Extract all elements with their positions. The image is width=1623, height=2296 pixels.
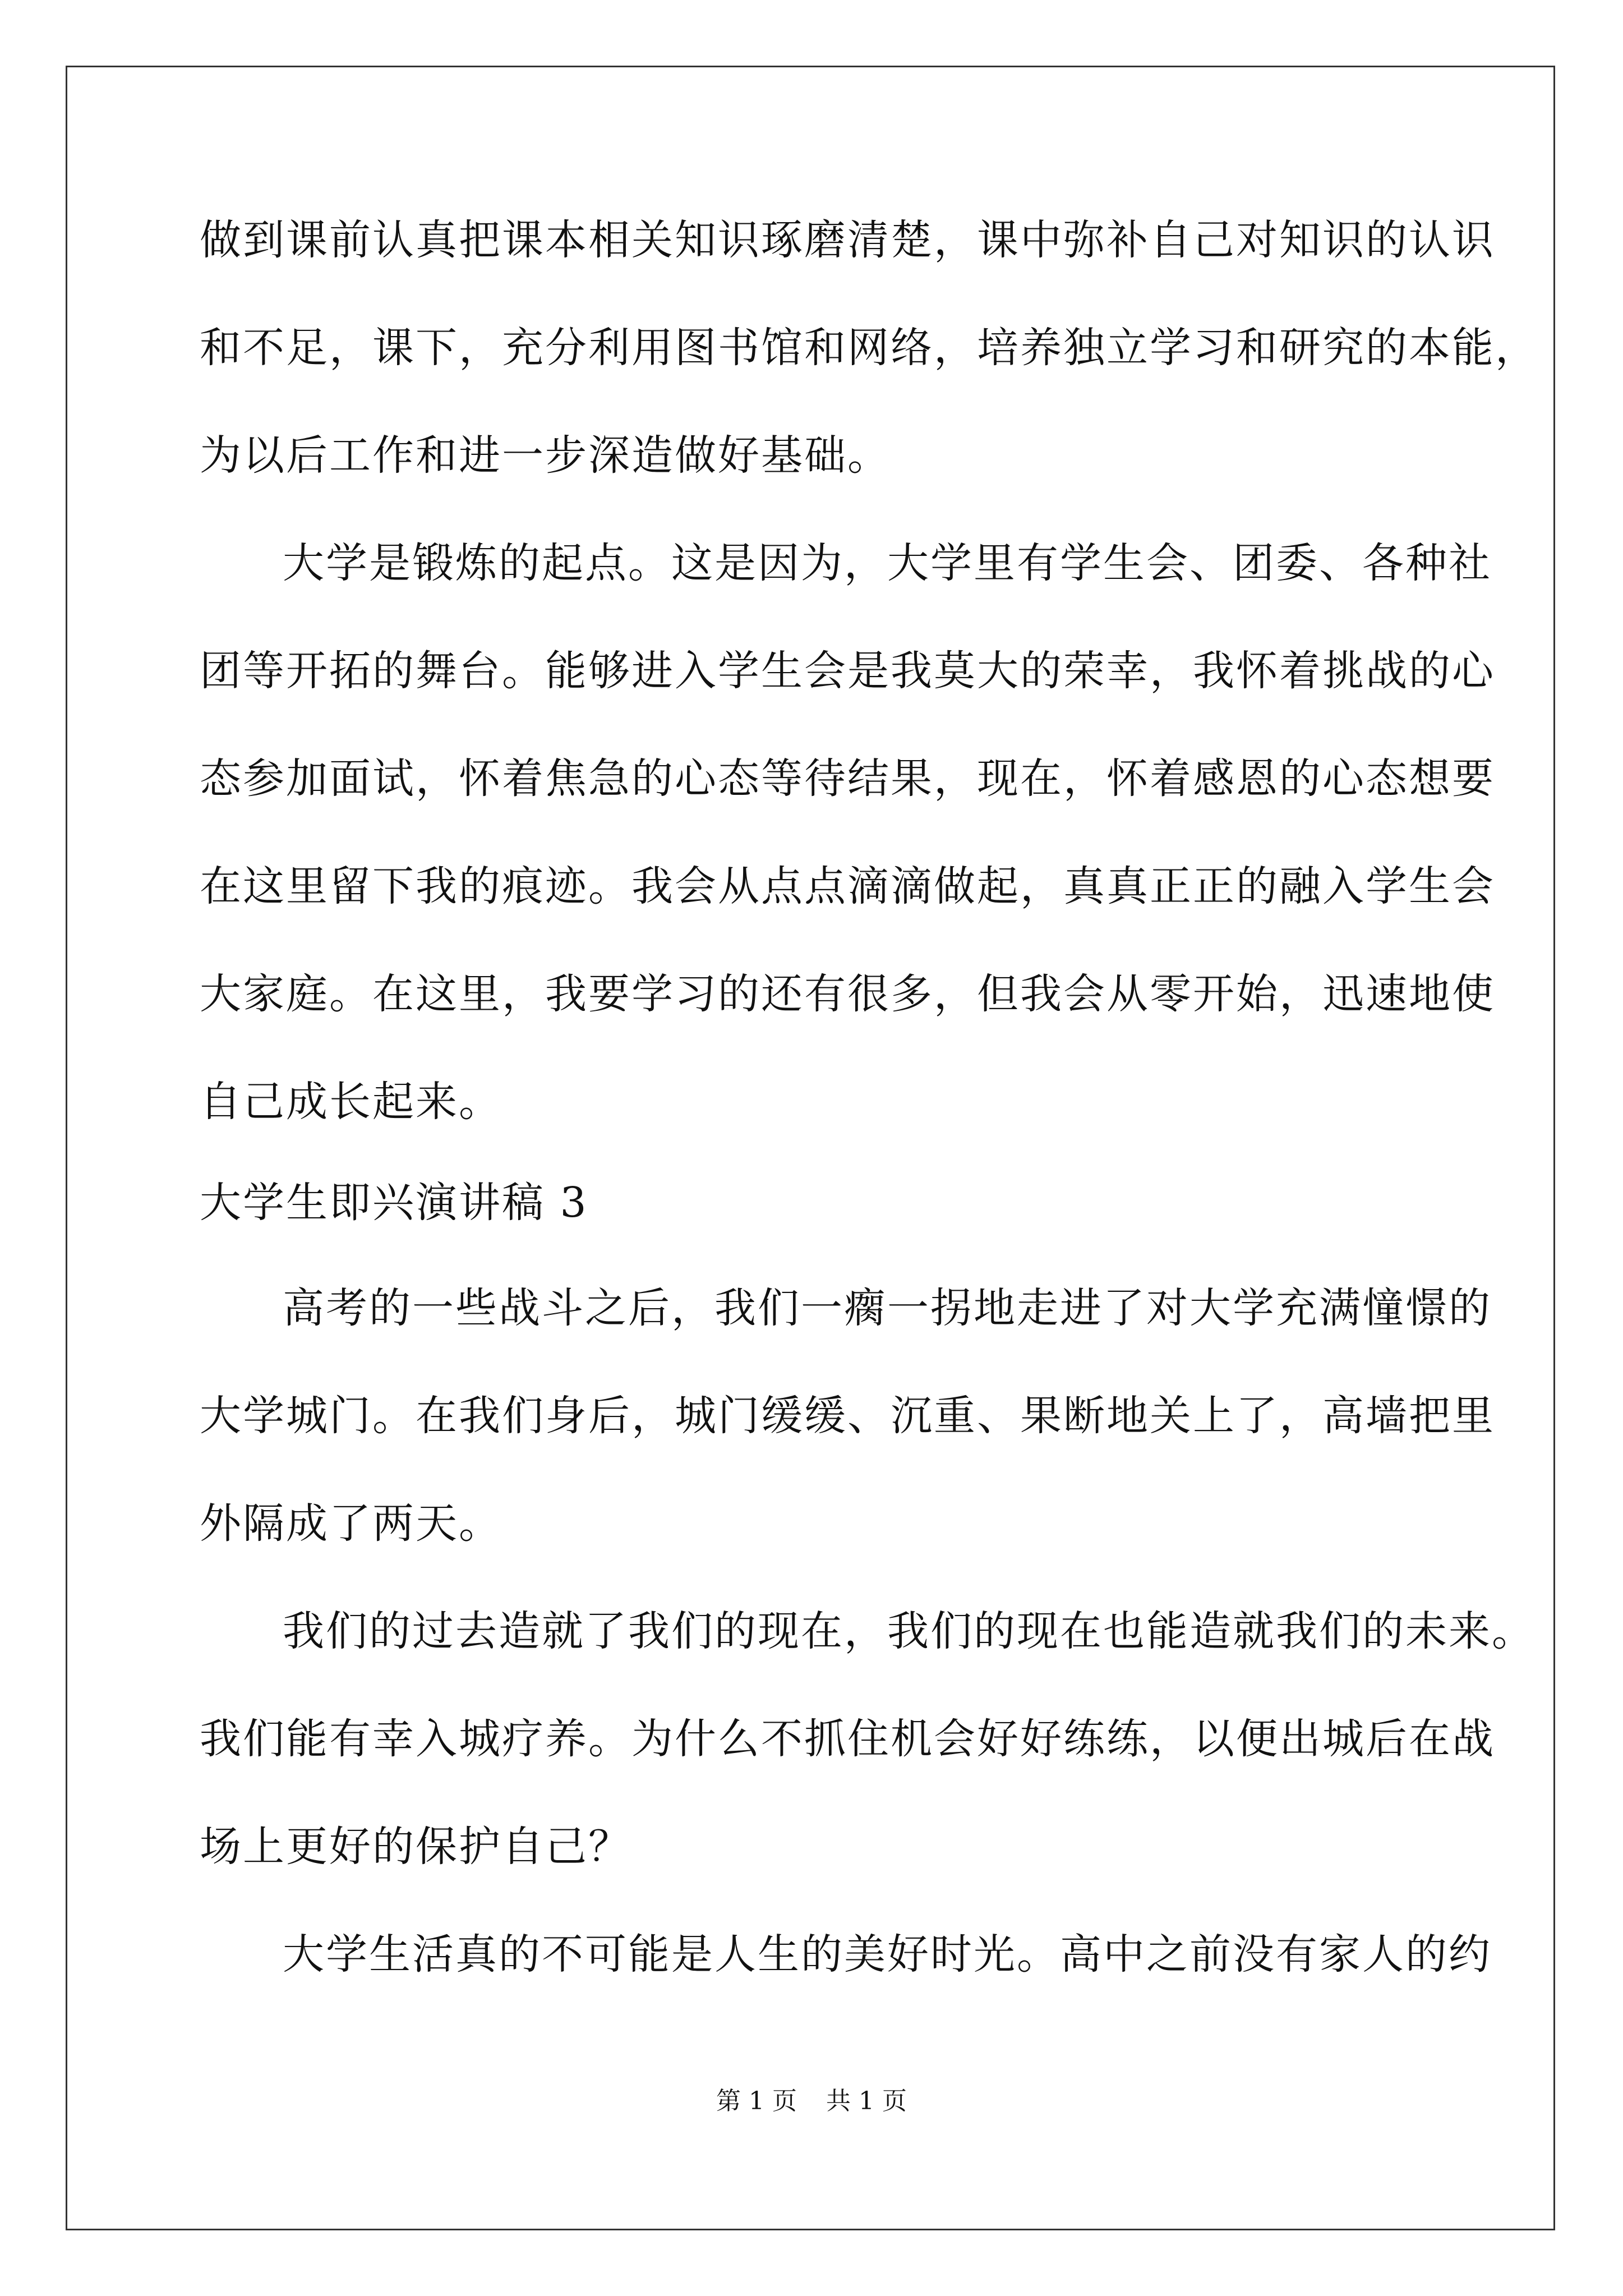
paragraph-start-line: 高考的一些战斗之后，我们一瘸一拐地走进了对大学充满憧憬的 — [283, 1284, 1492, 1332]
text-line: 在这里留下我的痕迹。我会从点点滴滴做起，真真正正的融入学生会 — [200, 862, 1495, 910]
section-heading: 大学生即兴演讲稿 3 — [200, 1179, 588, 1227]
text-line: 态参加面试，怀着焦急的心态等待结果，现在，怀着感恩的心态想要 — [200, 754, 1495, 803]
text-line: 为以后工作和进一步深造做好基础。 — [200, 431, 891, 480]
text-line: 大学城门。在我们身后，城门缓缓、沉重、果断地关上了，高墙把里 — [200, 1392, 1495, 1440]
text-line: 团等开拓的舞台。能够进入学生会是我莫大的荣幸，我怀着挑战的心 — [200, 647, 1495, 695]
text-line: 场上更好的保护自己？ — [200, 1823, 631, 1871]
text-line: 和不足，课下，充分利用图书馆和网络，培养独立学习和研究的本能， — [200, 324, 1538, 372]
paragraph-start-line: 大学生活真的不可能是人生的美好时光。高中之前没有家人的约 — [283, 1930, 1492, 1978]
page-number-current: 第 1 页 — [716, 2087, 797, 2115]
text-line: 外隔成了两天。 — [200, 1499, 502, 1548]
paragraph-start-line: 我们的过去造就了我们的现在，我们的现在也能造就我们的未来。 — [283, 1607, 1535, 1655]
page-number-total: 共 1 页 — [826, 2087, 907, 2115]
page-border — [66, 66, 1555, 2230]
paragraph-start-line: 大学是锻炼的起点。这是因为，大学里有学生会、团委、各种社 — [283, 539, 1492, 587]
page-footer — [0, 2085, 1623, 2118]
text-line: 我们能有幸入城疗养。为什么不抓住机会好好练练，以便出城后在战 — [200, 1715, 1495, 1763]
text-line: 自己成长起来。 — [200, 1078, 502, 1126]
text-line: 做到课前认真把课本相关知识琢磨清楚，课中弥补自己对知识的认识 — [200, 216, 1495, 264]
text-line: 大家庭。在这里，我要学习的还有很多，但我会从零开始，迅速地使 — [200, 970, 1495, 1018]
